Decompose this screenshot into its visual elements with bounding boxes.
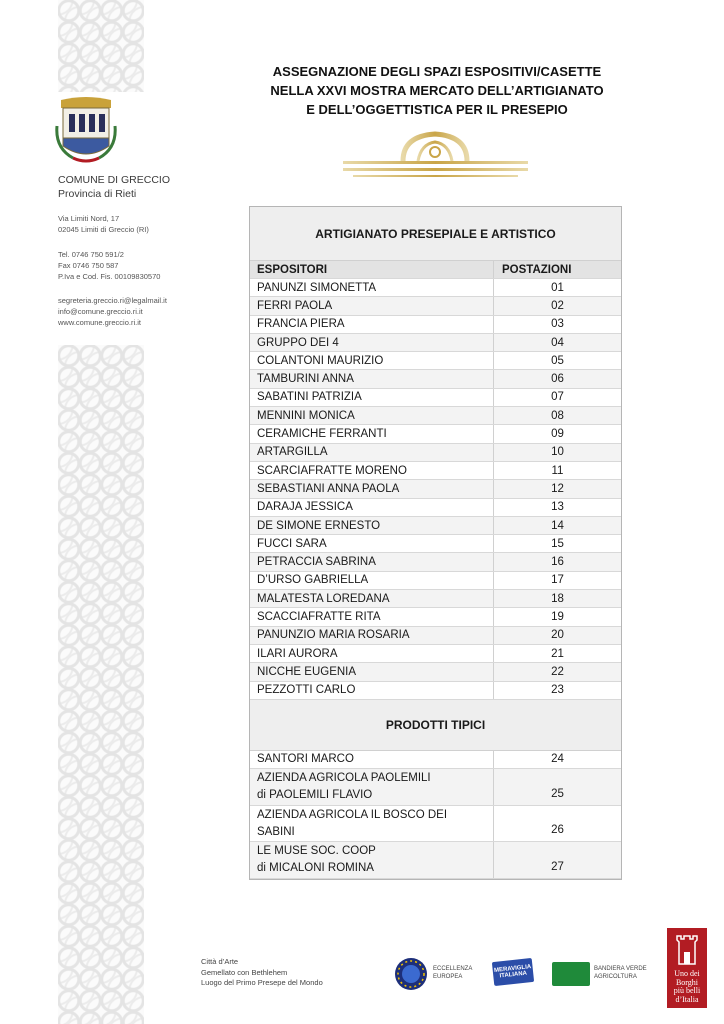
exhibitor-name: FRANCIA PIERA	[250, 316, 494, 333]
position-number: 02	[551, 299, 564, 312]
position-number: 13	[551, 501, 564, 514]
exhibitor-name: MENNINI MONICA	[250, 407, 494, 424]
table-row	[250, 352, 621, 370]
table-row	[250, 645, 621, 663]
bandiera-verde-logo-icon	[552, 962, 590, 986]
position-number: 21	[551, 647, 564, 660]
position-number: 25	[551, 787, 564, 800]
position-number: 16	[551, 556, 564, 569]
position-number: 18	[551, 592, 564, 605]
assignment-table	[249, 206, 622, 880]
exhibitor-name	[250, 751, 494, 768]
table-row	[250, 334, 621, 352]
table-row	[250, 535, 621, 553]
position-number: 01	[551, 281, 564, 294]
position-number: 09	[551, 428, 564, 441]
castle-tower-icon	[675, 934, 699, 966]
sidebar-pattern-bottom	[58, 345, 144, 1024]
table-row	[250, 444, 621, 462]
fax: Fax 0746 750 587	[58, 261, 119, 270]
table-row	[250, 425, 621, 443]
table-row	[250, 590, 621, 608]
borghi-line-1: Uno dei	[674, 969, 700, 978]
sidebar-pattern-top	[58, 0, 144, 92]
position-number: 08	[551, 409, 564, 422]
exhibitor-name: CERAMICHE FERRANTI	[250, 425, 494, 442]
info-email-link[interactable]: info@comune.greccio.ri.it	[58, 307, 143, 316]
eccellenza-line-2: EUROPEA	[433, 974, 463, 980]
borghi-line-2: Borghi	[675, 977, 699, 987]
table-row	[250, 553, 621, 571]
table-row	[250, 627, 621, 645]
exhibitor-name: PANUNZIO MARIA ROSARIA	[250, 627, 494, 644]
table-row	[250, 297, 621, 315]
table-row	[250, 407, 621, 425]
bandiera-line-2: AGRICOLTURA	[594, 974, 637, 980]
address-line-2: 02045 Limiti di Greccio (RI)	[58, 225, 149, 234]
footer-line-3: Luogo del Primo Presepe del Mondo	[201, 978, 323, 987]
address-line-1: Via Limiti Nord, 17	[58, 214, 120, 223]
website-link[interactable]: www.comune.greccio.ri.it	[58, 318, 141, 327]
table-row	[250, 316, 621, 334]
position-number: 10	[551, 446, 564, 459]
table-row	[250, 572, 621, 590]
footer-line-2: Gemellato con Bethlehem	[201, 967, 288, 977]
table-row	[250, 480, 621, 498]
table-row	[250, 389, 621, 407]
borghi-line-3: più belli	[673, 986, 701, 995]
position-number: 14	[551, 519, 564, 532]
position-number: 15	[551, 537, 564, 550]
section2-rows	[250, 751, 621, 879]
borghi-piu-belli-logo	[667, 928, 707, 1008]
position-number: 06	[551, 373, 564, 386]
position-number: 11	[551, 464, 564, 477]
exhibitor-name: FERRI PAOLA	[250, 297, 494, 314]
municipality-name: COMUNE DI GRECCIO	[58, 174, 171, 186]
exhibitor-name: TAMBURINI ANNA	[250, 370, 494, 387]
bandiera-line-1: BANDIERA VERDE	[594, 966, 647, 972]
exhibitor-name: SEBASTIANI ANNA PAOLA	[250, 480, 494, 497]
table-header	[250, 261, 621, 279]
exhibitor-name: SCARCIAFRATTE MORENO	[250, 462, 494, 479]
position-number: 04	[551, 336, 564, 349]
position-number: 20	[551, 629, 564, 642]
exhibitor-name: PETRACCIA SABRINA	[250, 553, 494, 570]
exhibitor-name-line-2: di MICALONI ROMINA	[257, 862, 374, 875]
borghi-text	[667, 970, 707, 1004]
eccellenza-label	[433, 965, 472, 981]
title-line-1: ASSEGNAZIONE DEGLI SPAZI ESPOSITIVI/CASETTE	[272, 64, 602, 79]
exhibitor-name: SABATINI PATRIZIA	[250, 389, 494, 406]
table-row	[250, 370, 621, 388]
telephone: Tel. 0746 750 591/2	[58, 250, 124, 259]
borghi-line-4: d’Italia	[675, 994, 699, 1004]
table-row	[250, 806, 621, 843]
exhibitor-name-line-2: SABINI	[257, 825, 295, 838]
pec-email-link[interactable]: segreteria.greccio.ri@legalmail.it	[58, 296, 167, 305]
table-row	[250, 663, 621, 681]
position-number: 26	[551, 824, 564, 837]
section-title-artigianato: ARTIGIANATO PRESEPIALE E ARTISTICO	[250, 207, 621, 261]
eccellenza-line-1: ECCELLENZA	[433, 966, 473, 972]
exhibitor-name	[250, 769, 494, 805]
table-row	[250, 499, 621, 517]
coat-of-arms-icon	[55, 96, 117, 166]
table-row	[250, 842, 621, 879]
column-header-positions: POSTAZIONI	[502, 263, 572, 276]
exhibitor-name	[250, 842, 494, 878]
position-number: 05	[551, 354, 564, 367]
vat-number: P.Iva e Cod. Fis. 00109830570	[58, 272, 161, 281]
exhibitor-name	[250, 806, 494, 842]
exhibitor-name-line-1: SANTORI MARCO	[257, 753, 354, 766]
title-line-3: E DELL’OGGETTISTICA PER IL PRESEPIO	[306, 102, 568, 117]
exhibitor-name: SCACCIAFRATTE RITA	[250, 608, 494, 625]
position-number: 03	[551, 318, 564, 331]
exhibitor-name: MALATESTA LOREDANA	[250, 590, 494, 607]
gold-ornament-icon	[343, 130, 528, 192]
footer-line-1: Città d’Arte	[201, 957, 239, 966]
document-title	[238, 62, 636, 119]
bandiera-label	[594, 965, 647, 981]
table-row	[250, 279, 621, 297]
exhibitor-name: ARTARGILLA	[250, 444, 494, 461]
table-row	[250, 751, 621, 769]
table-row	[250, 462, 621, 480]
exhibitor-name: COLANTONI MAURIZIO	[250, 352, 494, 369]
position-number: 22	[551, 665, 564, 678]
exhibitor-name: PANUNZI SIMONETTA	[250, 279, 494, 296]
section1-rows	[250, 279, 621, 700]
table-row	[250, 769, 621, 806]
province-name: Provincia di Rieti	[58, 188, 137, 200]
exhibitor-name: GRUPPO DEI 4	[250, 334, 494, 351]
footer-text	[201, 957, 323, 989]
title-line-2: NELLA XXVI MOSTRA MERCATO DELL’ARTIGIANATO	[270, 83, 604, 98]
exhibitor-name-line-2: di PAOLEMILI FLAVIO	[257, 789, 373, 802]
column-header-exhibitors: ESPOSITORI	[250, 261, 494, 278]
exhibitor-name: PEZZOTTI CARLO	[250, 682, 494, 699]
exhibitor-name: DARAJA JESSICA	[250, 499, 494, 516]
exhibitor-name-line-1: LE MUSE SOC. COOP	[257, 845, 376, 858]
position-number: 24	[551, 753, 564, 766]
position-number: 19	[551, 610, 564, 623]
position-number: 12	[551, 482, 564, 495]
table-row	[250, 682, 621, 700]
exhibitor-name: ILARI AURORA	[250, 645, 494, 662]
meraviglia-italiana-logo: MERAVIGLIA ITALIANA	[492, 958, 534, 986]
table-row	[250, 517, 621, 535]
exhibitor-name-line-1: AZIENDA AGRICOLA PAOLEMILI	[257, 772, 431, 785]
eccellenza-europea-logo-icon	[393, 956, 429, 992]
exhibitor-name: FUCCI SARA	[250, 535, 494, 552]
position-number: 17	[551, 574, 564, 587]
exhibitor-name: D’URSO GABRIELLA	[250, 572, 494, 589]
position-number: 07	[551, 391, 564, 404]
position-number: 27	[551, 860, 564, 873]
position-number: 23	[551, 684, 564, 697]
exhibitor-name: NICCHE EUGENIA	[250, 663, 494, 680]
exhibitor-name: DE SIMONE ERNESTO	[250, 517, 494, 534]
section-title-prodotti: PRODOTTI TIPICI	[250, 700, 621, 751]
exhibitor-name-line-1: AZIENDA AGRICOLA IL BOSCO DEI	[257, 808, 448, 821]
table-row	[250, 608, 621, 626]
